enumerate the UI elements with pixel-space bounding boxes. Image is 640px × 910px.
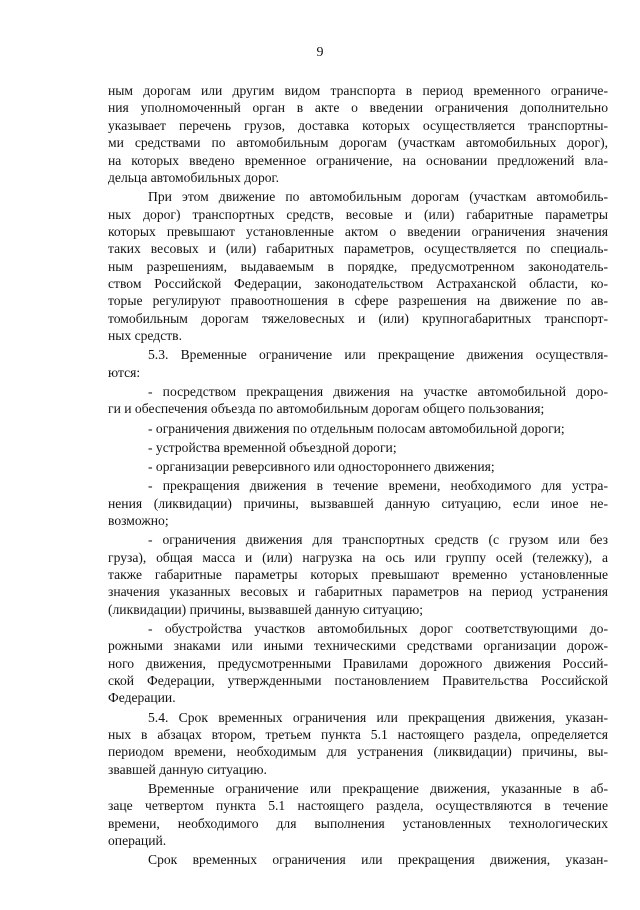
text-line: ния уполномоченный орган в акте о введении ограничения дополнительно <box>108 100 608 116</box>
text-line: дельца автомобильных дорог. <box>108 169 279 185</box>
text-line: ным дорогам или другим видом транспорта в период временного ограниче- <box>108 83 608 98</box>
text-line: таких весовых и (или) габаритных параметров, осуществляется по специаль- <box>108 241 608 257</box>
text-line: ством Российской Федерации, законодательством Астраханской области, ко- <box>108 276 608 292</box>
page-number: 9 <box>316 45 324 60</box>
text-line: звавшей данную ситуацию. <box>108 761 267 777</box>
text-line: ются: <box>108 364 141 380</box>
text-line: ми средствами по автомобильным дорогам (участкам автомобильных дорог), <box>108 135 608 151</box>
text-line: - ограничения движения для транспортных средств (с грузом или без <box>148 532 608 548</box>
text-line: ных в абзацах втором, третьем пункта 5.1 настоящего раздела, определяется <box>108 727 608 743</box>
document-body <box>108 82 608 869</box>
text-line: 5.3. Временные ограничение или прекращение движения осуществля- <box>148 347 608 363</box>
text-line: - устройства временной объездной дороги; <box>148 439 397 455</box>
text-line: - обустройства участков автомобильных дорог соответствующими до- <box>148 620 608 636</box>
text-line: - прекращения движения в течение времени, необходимого для устра- <box>148 478 608 494</box>
text-line: - ограничения движения по отдельным полосам автомобильной дороги; <box>148 420 565 436</box>
text-line: ного движения, предусмотренными Правилами дорожного движения Россий- <box>108 655 608 671</box>
text-line: томобильным дорогам тяжеловесных и (или) крупногабаритных транспорт- <box>108 310 608 326</box>
text-line: ных дорог) транспортных средств, весовые и (или) габаритные параметры <box>108 206 608 222</box>
text-line: также габаритные параметры которых превышают временно установленные <box>108 566 608 582</box>
text-line: периодом времени, необходимым для устранения (ликвидации) причины, вы- <box>108 744 608 760</box>
text-line: значения указанных весовых и габаритных параметров на период устранения <box>108 584 608 600</box>
text-line: 5.4. Срок временных ограничения или прекращения движения, указан- <box>148 709 608 725</box>
text-line: ской Федерации, утвержденными постановлением Правительства Российской <box>108 673 608 689</box>
text-line: времени, необходимого для выполнения установленных технологических <box>108 815 608 831</box>
text-line: Срок временных ограничения или прекращения движения, указан- <box>148 852 608 868</box>
text-line: Временные ограничение или прекращение движения, указанные в аб- <box>148 781 608 796</box>
text-line: которых превышают установленные актом о введении ограничения значения <box>108 223 608 239</box>
text-line: При этом движение по автомобильным дорогам (участкам автомобиль- <box>148 189 608 205</box>
text-line: операций. <box>108 833 167 849</box>
text-line: груза), общая масса и (или) нагрузка на ось или группу осей (тележку), а <box>108 549 608 565</box>
text-line: ги и обеспечения объезда по автомобильным дорогам общего пользования; <box>108 401 545 417</box>
text-line: рожными знаками или иными техническими средствами организации дорож- <box>108 638 608 654</box>
text-line: возможно; <box>108 512 169 528</box>
text-line: ным разрешениям, выдаваемым в порядке, предусмотренном законодатель- <box>108 258 608 274</box>
text-line: - посредством прекращения движения на участке автомобильной доро- <box>148 384 608 400</box>
text-line: ных средств. <box>108 328 182 344</box>
text-line: торые регулируют правоотношения в сфере разрешения на движение по ав- <box>108 293 608 309</box>
text-line: заце четвертом пункта 5.1 настоящего раздела, осуществляются в течение <box>108 798 608 814</box>
text-line: Федерации. <box>108 690 176 706</box>
text-line: указывает перечень грузов, доставка которых осуществляется транспортны- <box>108 117 608 133</box>
text-line: нения (ликвидации) причины, вызвавшей данную ситуацию, если иное не- <box>108 495 608 511</box>
text-line: - организации реверсивного или одностороннего движения; <box>148 458 495 474</box>
text-line: (ликвидации) причины, вызвавшей данную ситуацию; <box>108 601 424 617</box>
text-line: на которых введено временное ограничение, на основании предложений вла- <box>108 152 608 168</box>
